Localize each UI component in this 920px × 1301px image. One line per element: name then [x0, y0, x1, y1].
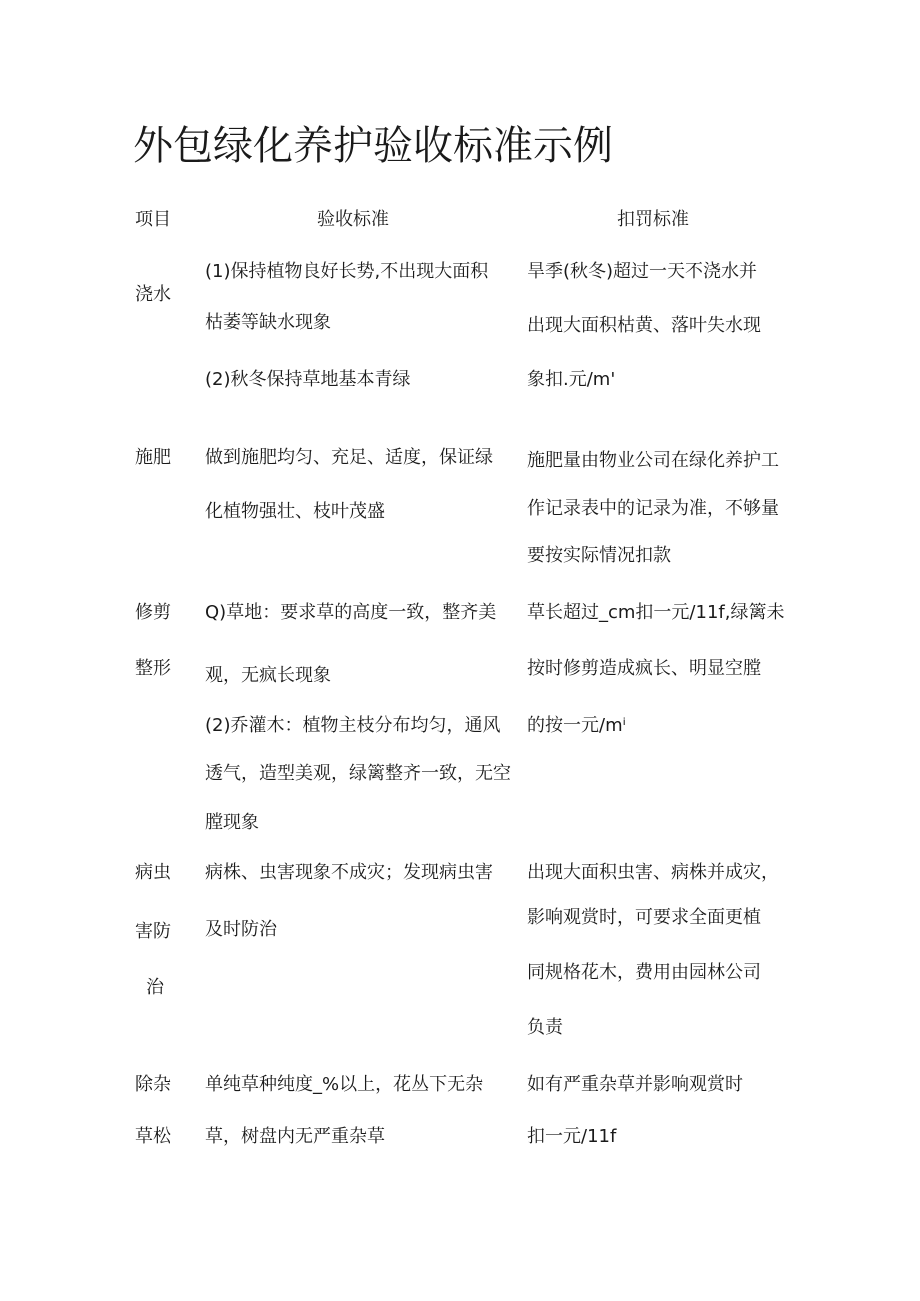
row-penalty-line: 同规格花木，费用由园林公司 [527, 962, 761, 983]
row-penalty-line: 旱季(秋冬)超过一天不浇水并 [527, 261, 758, 282]
row-standard-line: 做到施肥均匀、充足、适度，保证绿 [205, 447, 493, 468]
row-standard-line: (2)秋冬保持草地基本青绿 [205, 369, 411, 390]
header-item: 项目 [135, 209, 171, 230]
row-penalty-line: 草长超过_cm扣一元/11f,绿篱未 [527, 602, 785, 623]
row-penalty-line: 如有严重杂草并影响观赏时 [527, 1074, 743, 1095]
row-item-line: 浇水 [135, 284, 171, 305]
row-penalty-line: 影响观赏时，可要求全面更植 [527, 907, 761, 928]
row-item-line: 施肥 [135, 447, 171, 468]
row-item-line: 害防 [135, 921, 171, 942]
row-penalty-line: 的按一元/mⁱ [527, 715, 626, 736]
row-penalty-line: 施肥量由物业公司在绿化养护工 [527, 450, 779, 471]
row-item-line: 病虫 [135, 862, 171, 883]
row-standard-line: (1)保持植物良好长势,不出现大面积 [205, 261, 489, 282]
header-standard: 验收标准 [317, 209, 389, 230]
row-penalty-line: 出现大面积枯黄、落叶失水现 [527, 315, 761, 336]
row-standard-line: 观，无疯长现象 [205, 665, 331, 686]
row-penalty-line: 按时修剪造成疯长、明显空膛 [527, 658, 761, 679]
row-standard-line: 化植物强壮、枝叶茂盛 [205, 501, 385, 522]
document-title: 外包绿化养护验收标准示例 [133, 123, 613, 169]
row-penalty-line: 要按实际情况扣款 [527, 545, 671, 566]
row-standard-line: 单纯草种纯度_%以上，花丛下无杂 [205, 1074, 484, 1095]
row-standard-line: Q)草地：要求草的高度一致，整齐美 [205, 602, 497, 623]
row-standard-line: 透气，造型美观，绿篱整齐一致，无空 [205, 763, 511, 784]
row-standard-line: (2)乔灌木：植物主枝分布均匀，通风 [205, 715, 501, 736]
row-standard-line: 病株、虫害现象不成灾；发现病虫害 [205, 862, 493, 883]
row-item-line: 整形 [135, 658, 171, 679]
row-penalty-line: 扣一元/11f [527, 1126, 617, 1147]
header-penalty: 扣罚标准 [617, 209, 689, 230]
row-standard-line: 及时防治 [205, 919, 277, 940]
row-item-line: 除杂 [135, 1074, 171, 1095]
row-standard-line: 枯萎等缺水现象 [205, 312, 331, 333]
row-penalty-line: 作记录表中的记录为准，不够量 [527, 498, 779, 519]
row-penalty-line: 出现大面积虫害、病株并成灾， [527, 862, 779, 883]
row-penalty-line: 象扣.元/m' [527, 369, 616, 390]
row-item-line: 治 [146, 977, 164, 998]
row-standard-line: 膛现象 [205, 812, 259, 833]
row-item-line: 修剪 [135, 602, 171, 623]
row-standard-line: 草，树盘内无严重杂草 [205, 1126, 385, 1147]
row-item-line: 草松 [135, 1126, 171, 1147]
row-penalty-line: 负责 [527, 1017, 563, 1038]
